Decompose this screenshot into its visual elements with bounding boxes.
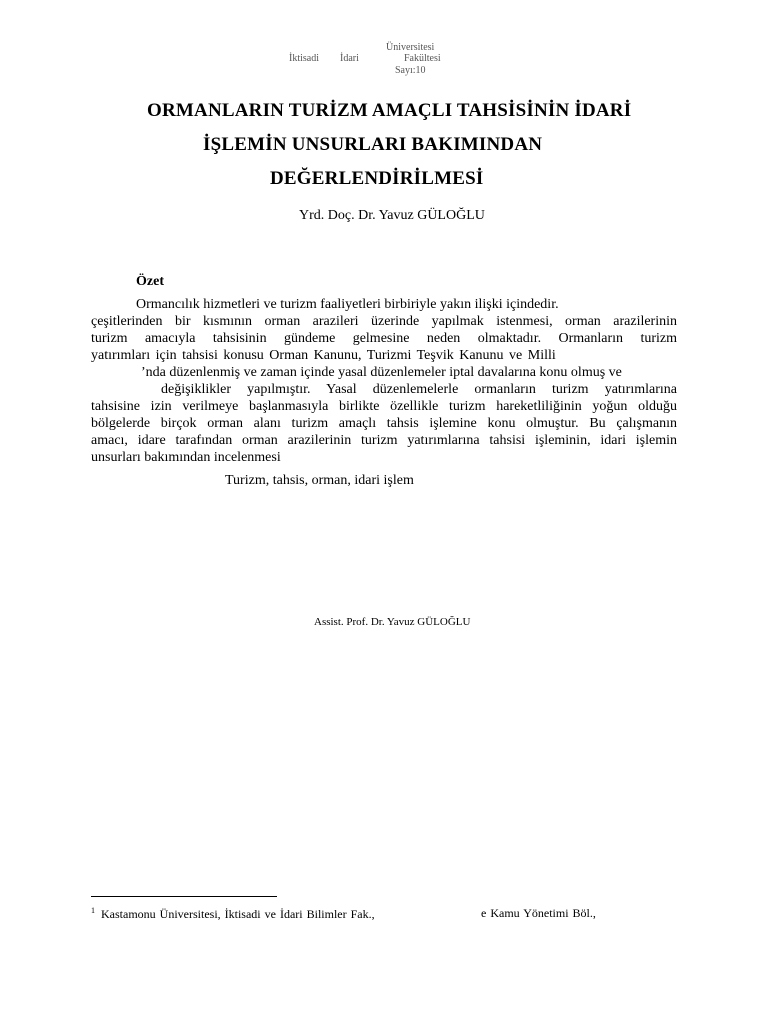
abstract-line-2: çeşitlerinden bir kısmının orman arazileri üzerinde yapılmak istenmesi, orman arazilerinin <box>91 314 677 329</box>
title-line-3: DEĞERLENDİRİLMESİ <box>270 168 484 189</box>
keywords: Turizm, tahsis, orman, idari işlem <box>225 473 414 488</box>
abstract-line-1: Ormancılık hizmetleri ve turizm faaliyetleri birbiriyle yakın ilişki içindedir. <box>136 297 559 312</box>
footnote-marker: 1 <box>91 906 95 915</box>
abstract-line-7: tahsisine izin verilmeye başlanmasıyla birlikte özellikle turizm hareketliliğinin yoğun olduğu <box>91 399 677 414</box>
header-issue: Sayı:10 <box>395 65 426 76</box>
english-author-name: Assist. Prof. Dr. Yavuz GÜLOĞLU <box>314 616 471 628</box>
footnote <box>91 906 375 922</box>
abstract-line-8: bölgelerde birçok orman alanı turizm amaçlı tahsis işlemine konu olmuştur. Bu çalışmanın <box>91 416 677 431</box>
footnote-text-1: Kastamonu Üniversitesi, İktisadi ve İdari Bilimler Fak., <box>101 907 375 921</box>
header-university: Üniversitesi <box>386 42 435 53</box>
abstract-line-4: yatırımları için tahsisi konusu Orman Kanunu, Turizmi Teşvik Kanunu ve Milli <box>91 348 556 363</box>
title-line-2: İŞLEMİN UNSURLARI BAKIMINDAN <box>203 134 543 155</box>
abstract-line-5: ’nda düzenlenmiş ve zaman içinde yasal düzenlemeler iptal davalarına konu olmuş ve <box>141 365 622 380</box>
abstract-line-6: değişiklikler yapılmıştır. Yasal düzenlemelerle ormanların turizm yatırımlarına <box>161 382 677 397</box>
abstract-line-10: unsurları bakımından incelenmesi <box>91 450 281 465</box>
author-name: Yrd. Doç. Dr. Yavuz GÜLOĞLU <box>299 208 485 223</box>
abstract-heading: Özet <box>136 274 164 289</box>
footnote-text-2: e Kamu Yönetimi Böl., <box>481 906 596 920</box>
header-faculty-part-1: İktisadi <box>289 53 319 64</box>
abstract-line-3: turizm amacıyla tahsisinin gündeme gelmesine neden olmaktadır. Ormanların turizm <box>91 331 677 346</box>
header-faculty-part-3: Fakültesi <box>404 53 441 64</box>
header-faculty-part-2: İdari <box>340 53 359 64</box>
title-line-1: ORMANLARIN TURİZM AMAÇLI TAHSİSİNİN İDARİ <box>147 100 632 121</box>
abstract-line-9: amacı, idare tarafından orman arazilerinin turizm yatırımlarına tahsisi işleminin, idari işlemin <box>91 433 677 448</box>
footnote-rule <box>91 896 277 897</box>
